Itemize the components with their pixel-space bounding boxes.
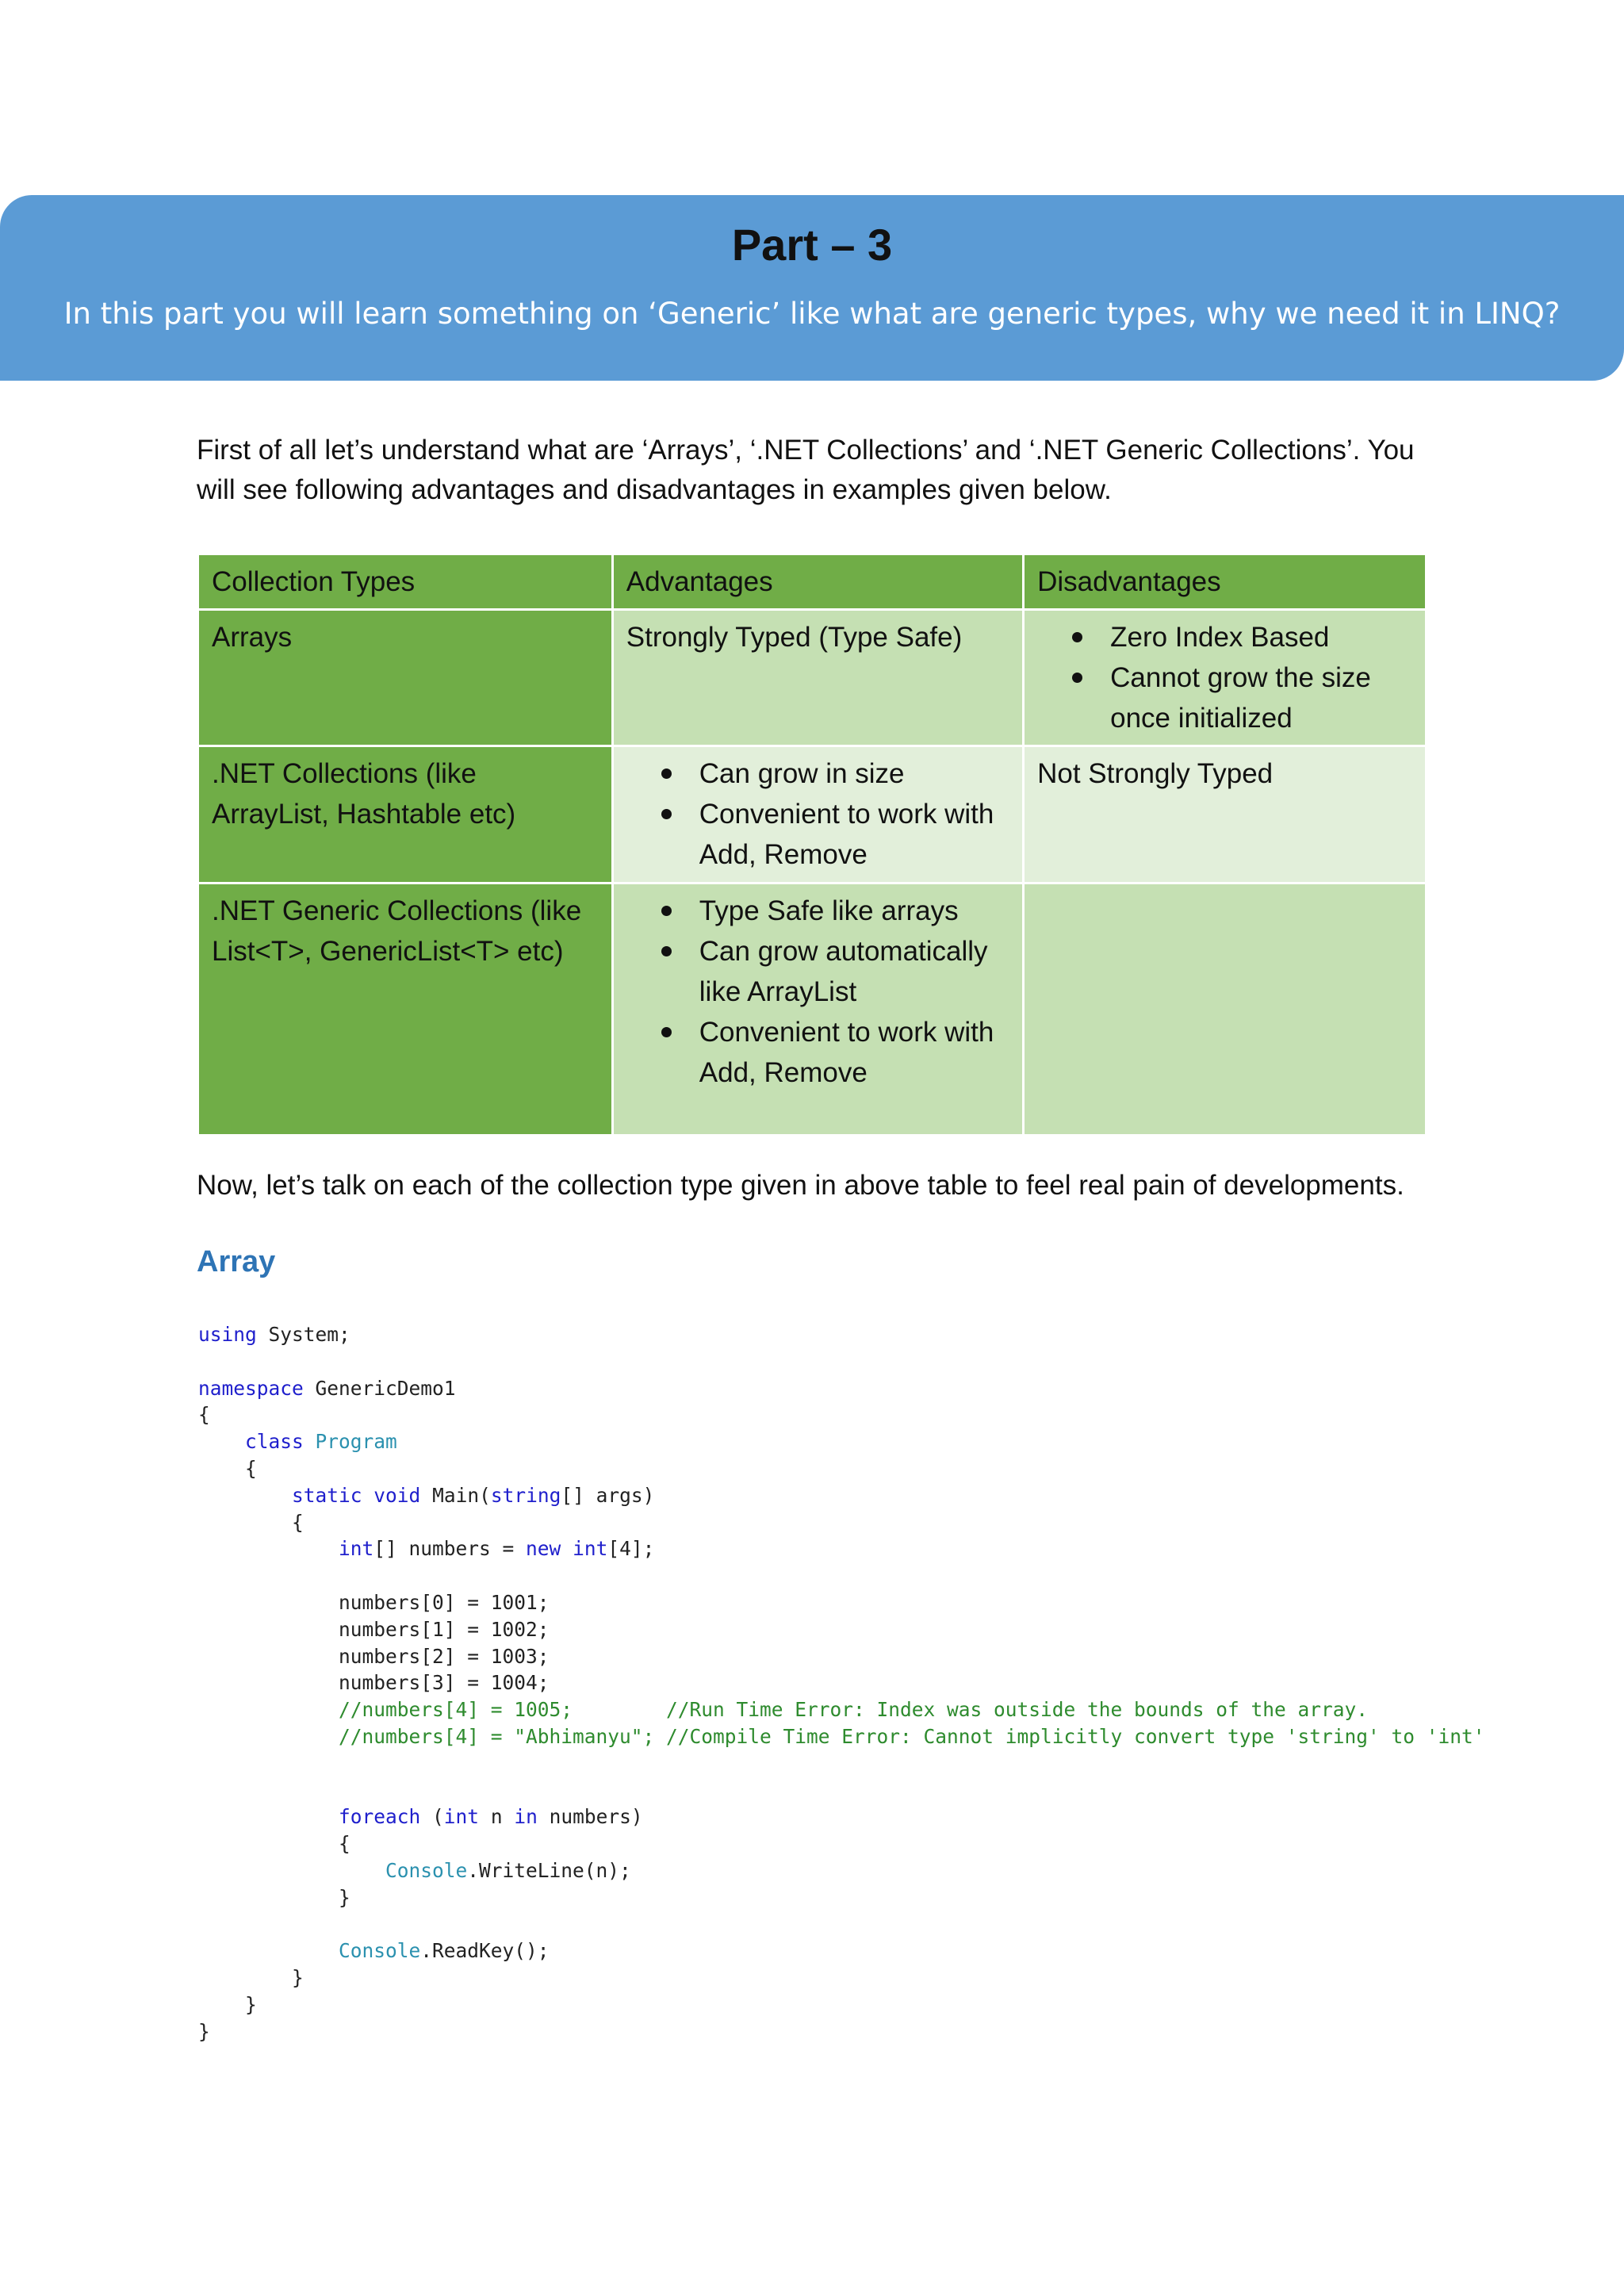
code-token: foreach (339, 1805, 421, 1829)
code-token: in (514, 1805, 538, 1829)
advantages-list (626, 891, 1009, 1093)
code-token: { (339, 1832, 350, 1856)
code-token: [4]; (607, 1537, 655, 1561)
code-token: static (292, 1483, 362, 1507)
list-item: Cannot grow the size once initialized (1037, 657, 1412, 738)
cell-type-generic-collections: .NET Generic Collections (like List<T>, GenericList<T> etc) (198, 884, 613, 1136)
collection-comparison-table (197, 553, 1427, 1137)
header-advantages: Advantages (612, 554, 1023, 610)
code-token: .ReadKey(); (420, 1939, 550, 1963)
code-token: Program (315, 1430, 397, 1454)
list-item: Type Safe like arrays (626, 891, 1009, 931)
code-token: Main( (420, 1483, 491, 1507)
code-token: .WriteLine(n); (467, 1858, 631, 1882)
cell-disadvantages-arrays (1024, 610, 1427, 746)
code-token: Console (339, 1939, 421, 1963)
code-token: ( (420, 1805, 444, 1829)
code-block (198, 1321, 1485, 2045)
code-token: class (245, 1430, 304, 1454)
code-token: namespace (198, 1376, 304, 1400)
table-row (198, 884, 1427, 1136)
table-row (198, 746, 1427, 884)
code-token: new (526, 1537, 561, 1561)
code-token: [] args) (561, 1483, 655, 1507)
code-token: } (339, 1885, 350, 1909)
code-token: int (443, 1805, 480, 1829)
cell-disadvantages-generic-collections (1024, 884, 1427, 1136)
list-item: Can grow automatically like ArrayList (626, 931, 1009, 1012)
code-token: System; (256, 1323, 350, 1346)
list-item: Convenient to work with Add, Remove (626, 794, 1009, 875)
code-comment: //numbers[4] = 1005; //Run Time Error: Index was outside the bounds of the array. (339, 1698, 1369, 1722)
code-token: numbers) (537, 1805, 643, 1829)
section-heading-array: Array (197, 1245, 276, 1278)
list-item: Convenient to work with Add, Remove (626, 1012, 1009, 1093)
part-title: Part – 3 (731, 220, 893, 270)
cell-advantages-generic-collections (612, 884, 1023, 1136)
list-item: Can grow in size (626, 753, 1009, 794)
cell-type-arrays: Arrays (198, 610, 613, 746)
code-token: string (490, 1483, 561, 1507)
part-banner (0, 195, 1624, 381)
part-subtitle: In this part you will learn something on ‘Generic’ like what are generic types, why we need it in LINQ? (63, 297, 1561, 331)
code-token: numbers[2] = 1003; (339, 1644, 550, 1668)
code-token: void (373, 1483, 421, 1507)
table-header-row (198, 554, 1427, 610)
code-token: } (198, 2019, 210, 2043)
code-token: } (292, 1966, 304, 1990)
code-token: numbers[3] = 1004; (339, 1671, 550, 1695)
table-row (198, 610, 1427, 746)
code-token: int (339, 1537, 374, 1561)
header-collection-types: Collection Types (198, 554, 613, 610)
header-disadvantages: Disadvantages (1024, 554, 1427, 610)
code-token: using (198, 1323, 257, 1346)
cell-disadvantages-net-collections: Not Strongly Typed (1024, 746, 1427, 884)
code-token: numbers[0] = 1001; (339, 1590, 550, 1614)
intro-paragraph: First of all let’s understand what are ‘Arrays’, ‘.NET Collections’ and ‘.NET Generic Collections’. You will see following advantages and disadvantages in examples given below. (197, 435, 1415, 505)
code-token: { (198, 1403, 210, 1427)
code-token: Console (385, 1858, 468, 1882)
code-token: int (573, 1537, 608, 1561)
code-token: { (245, 1456, 257, 1480)
list-item: Zero Index Based (1037, 617, 1412, 657)
cell-advantages-arrays: Strongly Typed (Type Safe) (612, 610, 1023, 746)
code-token: GenericDemo1 (303, 1376, 456, 1400)
code-token: } (245, 1992, 257, 2016)
advantages-list (626, 753, 1009, 875)
disadvantages-list (1037, 617, 1412, 738)
cell-type-net-collections: .NET Collections (like ArrayList, Hashtable etc) (198, 746, 613, 884)
code-token: [] numbers = (373, 1537, 527, 1561)
code-comment: //numbers[4] = "Abhimanyu"; //Compile Time Error: Cannot implicitly convert type 'string' to 'int' (339, 1724, 1485, 1748)
closing-paragraph: Now, let’s talk on each of the collection type given in above table to feel real pain of developments. (197, 1170, 1404, 1201)
code-token: numbers[1] = 1002; (339, 1617, 550, 1641)
code-token: { (292, 1510, 304, 1534)
cell-advantages-net-collections (612, 746, 1023, 884)
code-token: n (479, 1805, 515, 1829)
